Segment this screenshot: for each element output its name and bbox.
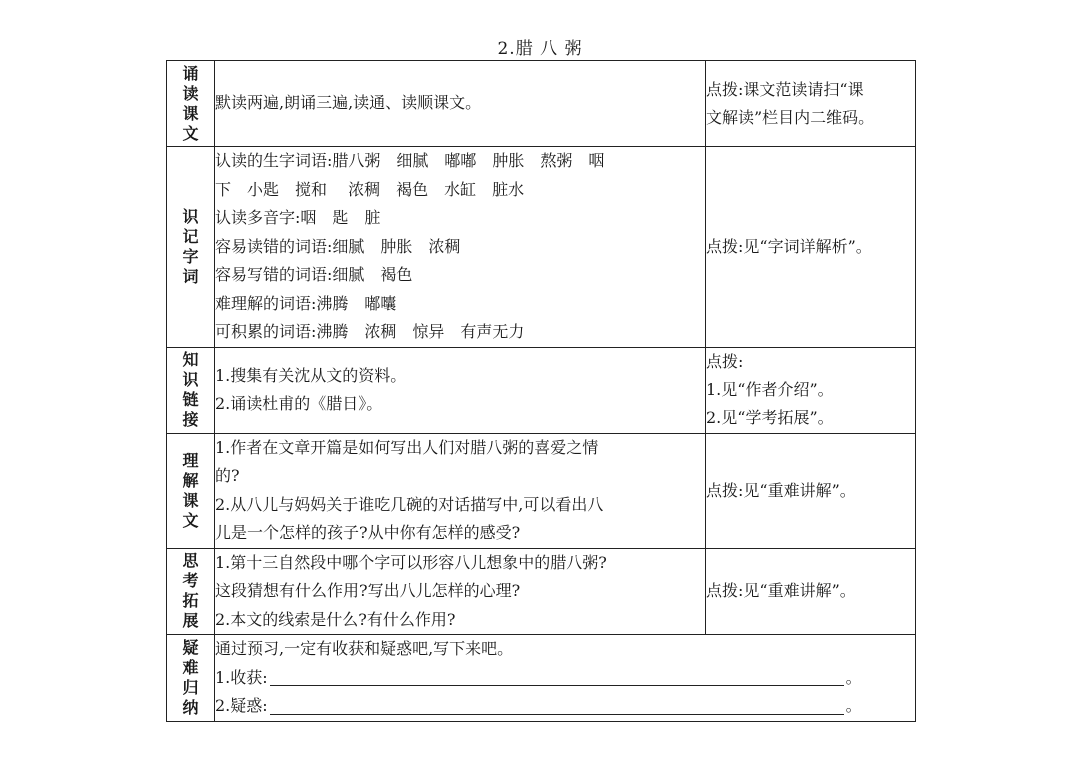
- row-tip: 点拨:见“重难讲解”。: [706, 433, 916, 548]
- row-content: 1.作者在文章开篇是如何写出人们对腊八粥的喜爱之情 的? 2.从八儿与妈妈关于谁吃几碗的对话描写中,可以看出八 儿是一个怎样的孩子?从中你有怎样的感受?: [215, 433, 706, 548]
- table-row-vocabulary: [167, 147, 916, 348]
- table-row-knowledge-link: [167, 347, 916, 433]
- row-heading: 诵 读 课 文: [167, 61, 215, 147]
- table-row-read-aloud: [167, 61, 916, 147]
- worksheet-table: [166, 60, 916, 722]
- table-row-extension: [167, 548, 916, 635]
- gains-blank-line[interactable]: [270, 665, 844, 686]
- row-tip: 点拨: 1.见“作者介绍”。 2.见“学考拓展”。: [706, 347, 916, 433]
- row-tip: 点拨:见“重难讲解”。: [706, 548, 916, 635]
- doubts-blank-line[interactable]: [270, 694, 844, 715]
- row-heading: 思 考 拓 展: [167, 548, 215, 635]
- row-tip: 点拨:课文范读请扫“课 文解读”栏目内二维码。: [706, 61, 916, 147]
- row-content: 通过预习,一定有收获和疑惑吧,写下来吧。 1.收获: 。 2.疑惑: 。: [215, 635, 916, 722]
- row-heading: 识 记 字 词: [167, 147, 215, 348]
- row-heading: 知 识 链 接: [167, 347, 215, 433]
- table-row-comprehension: [167, 433, 916, 548]
- row-content: 1.第十三自然段中哪个字可以形容八儿想象中的腊八粥? 这段猜想有什么作用?写出八儿怎样的心理? 2.本文的线索是什么?有什么作用?: [215, 548, 706, 635]
- doubts-field[interactable]: 2.疑惑: 。: [215, 692, 915, 721]
- row-content: 认读的生字词语:腊八粥 细腻 嘟嘟 肿胀 熬粥 咽 下 小匙 搅和 浓稠 褐色 水缸 脏水 认读多音字:咽 匙 脏 容易读错的词语:细腻 肿胀 浓稠 容易写错的词语:细腻 褐色 难理解的词语:沸腾 嘟囔 可积累的词语:沸腾 浓稠 惊异 有声无力: [215, 147, 706, 348]
- table-row-questions-summary: [167, 635, 916, 722]
- page-title: 2.腊 八 粥: [497, 39, 583, 59]
- row-content: 1.搜集有关沈从文的资料。 2.诵读杜甫的《腊日》。: [215, 347, 706, 433]
- row-tip: 点拨:见“字词详解析”。: [706, 147, 916, 348]
- row-content: 默读两遍,朗诵三遍,读通、读顺课文。: [215, 61, 706, 147]
- gains-field[interactable]: 1.收获: 。: [215, 664, 915, 693]
- row-heading: 疑 难 归 纳: [167, 635, 215, 722]
- row-heading: 理 解 课 文: [167, 433, 215, 548]
